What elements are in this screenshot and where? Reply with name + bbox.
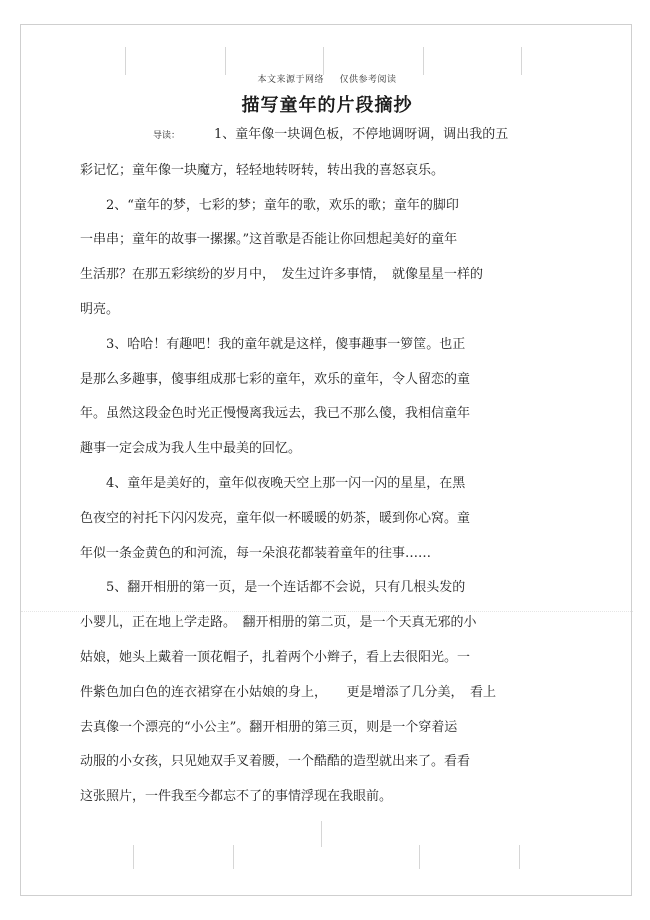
paragraph-3-line: 3、哈哈！有趣吧！我的童年就是这样，傻事趣事一箩筐。也正 [106,336,466,352]
text-line: 动服的小女孩，只见她双手叉着腰，一个酷酷的造型就出来了。看看 [80,754,471,770]
text-line: 小婴儿，正在地上学走路。 翻开相册的第二页，是一个天真无邪的小 [80,615,477,631]
guide-line [125,47,126,75]
text-line: 年似一条金黄色的和河流，每一朵浪花都装着童年的往事…… [80,545,432,561]
text-line: 一串串；童年的故事一摞摞。”这首歌是否能让你回想起美好的童年 [80,232,458,248]
text-line: 彩记忆；童年像一块魔方，轻轻地转呀转，转出我的喜怒哀乐。 [80,162,445,178]
guide-line [323,47,324,75]
guide-line [521,47,522,75]
text-line: 是那么多趣事，傻事组成那七彩的童年，欢乐的童年，令人留恋的童 [80,371,471,387]
guide-line [133,845,134,869]
guide-line [225,47,226,75]
lead-label: 导读： [153,131,181,141]
guide-line [519,845,520,869]
reference-note-text: 仅供参考阅读 [339,75,397,85]
text-line: 姑娘，她头上戴着一顶花帽子，扎着两个小辫子，看上去很阳光。一 [80,649,471,665]
text-line: 生活那？在那五彩缤纷的岁月中， 发生过许多事情， 就像星星一样的 [80,267,484,283]
document-title: 描写童年的片段摘抄 [241,95,413,116]
text-line: 件紫色加白色的连衣裙穿在小姑娘的身上， 更是增添了几分美， 看上 [80,684,497,700]
paragraph-1 [80,118,540,154]
text-line: 去真像一个漂亮的“小公主”。翻开相册的第三页，则是一个穿着运 [80,719,458,735]
text-line: 趣事一定会成为我人生中最美的回忆。 [80,441,302,457]
source-note [21,72,633,85]
guide-line [321,821,322,847]
paragraph-2-line: 2、“童年的梦，七彩的梦；童年的歌，欢乐的歌；童年的脚印 [106,197,459,213]
text-line: 明亮。 [80,301,120,317]
document-body [80,118,540,815]
text-line: 色夜空的衬托下闪闪发亮，童年似一杯暖暖的奶茶，暖到你心窝。童 [80,510,471,526]
paragraph-4-line: 4、童年是美好的，童年似夜晚天空上那一闪一闪的星星，在黑 [106,475,466,491]
paragraph-5-line: 5、翻开相册的第一页，是一个连话都不会说，只有几根头发的 [106,580,466,596]
source-note-text: 本文来源于网络 [257,75,325,85]
text-line: 年。虽然这段金色时光正慢慢离我远去，我已不那么傻，我相信童年 [80,406,471,422]
guide-line [419,845,420,869]
text-line: 1、童年像一块调色板，不停地调呀调，调出我的五 [214,127,509,142]
text-line: 这张照片，一件我至今都忘不了的事情浮现在我眼前。 [80,789,393,805]
guide-line [423,47,424,75]
guide-line [233,845,234,869]
